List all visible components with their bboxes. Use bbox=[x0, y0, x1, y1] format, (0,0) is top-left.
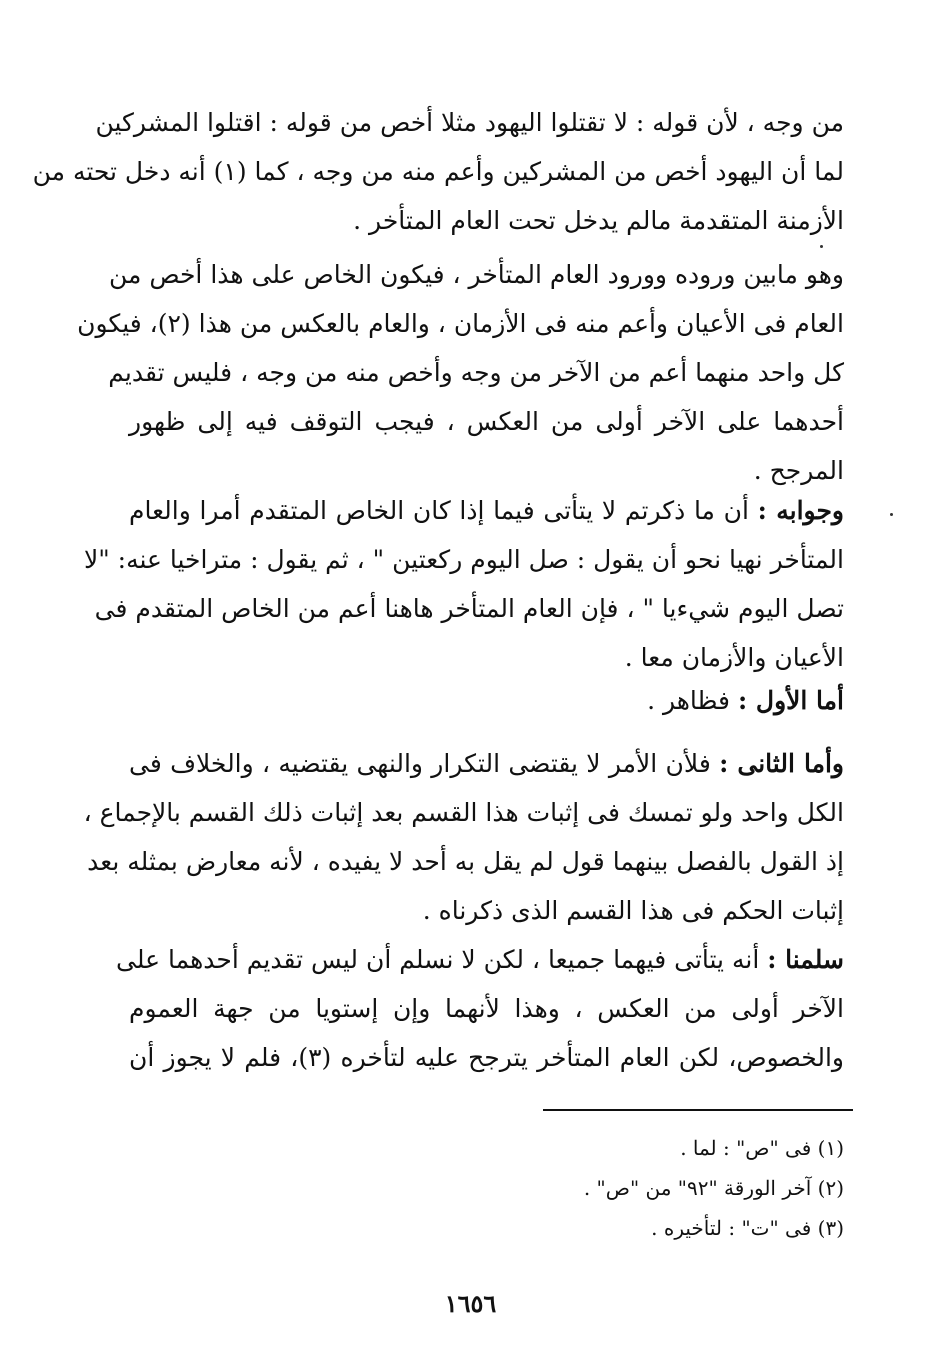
text-line: وهو مابين وروده وورود العام المتأخر ، فيكون الخاص على هذا أخص من bbox=[108, 260, 844, 289]
text-line: أحدهما على الآخر أولى من العكس ، فيجب التوقف فيه إلى ظهور bbox=[129, 407, 844, 436]
text-line: الأعيان والأزمان معا . bbox=[624, 643, 844, 672]
footnotes bbox=[344, 1128, 844, 1248]
text-line: وجوابه : أن ما ذكرتم لا يتأتى فيما إذا كان الخاص المتقدم أمرا والعام bbox=[129, 496, 844, 525]
paragraph-6 bbox=[116, 935, 845, 1082]
text-line: وأما الثانى : فلأن الأمر لا يقتضى التكرار والنهى يقتضيه ، والخلاف فى bbox=[129, 749, 844, 778]
text-line: تصل اليوم شيءيا " ، فإن العام المتأخر هاهنا أعم من الخاص المتقدم فى bbox=[94, 594, 844, 623]
paragraph-2 bbox=[77, 250, 844, 495]
footnote-separator bbox=[543, 1109, 853, 1111]
page-number: ١٦٥٦ bbox=[444, 1289, 497, 1318]
footnote-3: (٣) فى "ت" : لتأخيره . bbox=[651, 1216, 844, 1240]
paragraph-1 bbox=[32, 98, 844, 245]
paragraph-5 bbox=[83, 739, 844, 935]
paragraph-lead: وأما الثانى : bbox=[719, 749, 844, 778]
scan-speck bbox=[820, 245, 823, 248]
text-line: العام فى الأعيان وأعم منه فى الأزمان ، والعام بالعكس من هذا (٢)، فيكون bbox=[77, 309, 844, 338]
text-line: الآخر أولى من العكس ، وهذا لأنهما وإن إستويا من جهة العموم bbox=[129, 994, 844, 1023]
paragraph-lead: أما الأول : bbox=[737, 686, 844, 715]
text-line: الكل واحد ولو تمسك فى إثبات هذا القسم بعد إثبات ذلك القسم بالإجماع ، bbox=[83, 798, 844, 827]
paragraph-lead: سلمنا : bbox=[767, 945, 844, 974]
text-line: المرجح . bbox=[753, 456, 844, 485]
text-line: سلمنا : أنه يتأتى فيهما جميعا ، لكن لا نسلم أن ليس تقديم أحدهما على bbox=[116, 945, 844, 974]
text-line: إذ القول بالفصل بينهما قول لم يقل به أحد لا يفيده ، لأنه معارض بمثله بعد bbox=[87, 847, 844, 876]
footnote-1: (١) فى "ص" : لما . bbox=[680, 1136, 844, 1160]
text-line: والخصوص، لكن العام المتأخر يترجح عليه لتأخره (٣)، فلم لا يجوز أن bbox=[129, 1043, 845, 1072]
text-line: أما الأول : فظاهر . bbox=[647, 686, 844, 715]
scan-speck bbox=[890, 513, 893, 516]
text-line: كل واحد منهما أعم من الآخر من وجه وأخص منه من وجه ، فليس تقديم bbox=[108, 358, 844, 387]
text-line: المتأخر نهيا نحو أن يقول : صل اليوم ركعتين " ، ثم يقول : متراخيا عنه: "لا bbox=[83, 545, 844, 574]
paragraph-4 bbox=[129, 676, 844, 725]
text-line: من وجه ، لأن قوله : لا تقتلوا اليهود مثلا أخص من قوله : اقتلوا المشركين bbox=[95, 108, 844, 137]
paragraph-3 bbox=[83, 486, 844, 682]
text-line: لما أن اليهود أخص من المشركين وأعم منه من وجه ، كما (١) أنه دخل تحته من bbox=[32, 157, 844, 186]
paragraph-lead: وجوابه : bbox=[757, 496, 844, 525]
text-line: إثبات الحكم فى هذا القسم الذى ذكرناه . bbox=[422, 896, 844, 925]
text-line: الأزمنة المتقدمة مالم يدخل تحت العام المتأخر . bbox=[353, 206, 844, 235]
footnote-2: (٢) آخر الورقة "٩٢" من "ص" . bbox=[583, 1176, 844, 1200]
